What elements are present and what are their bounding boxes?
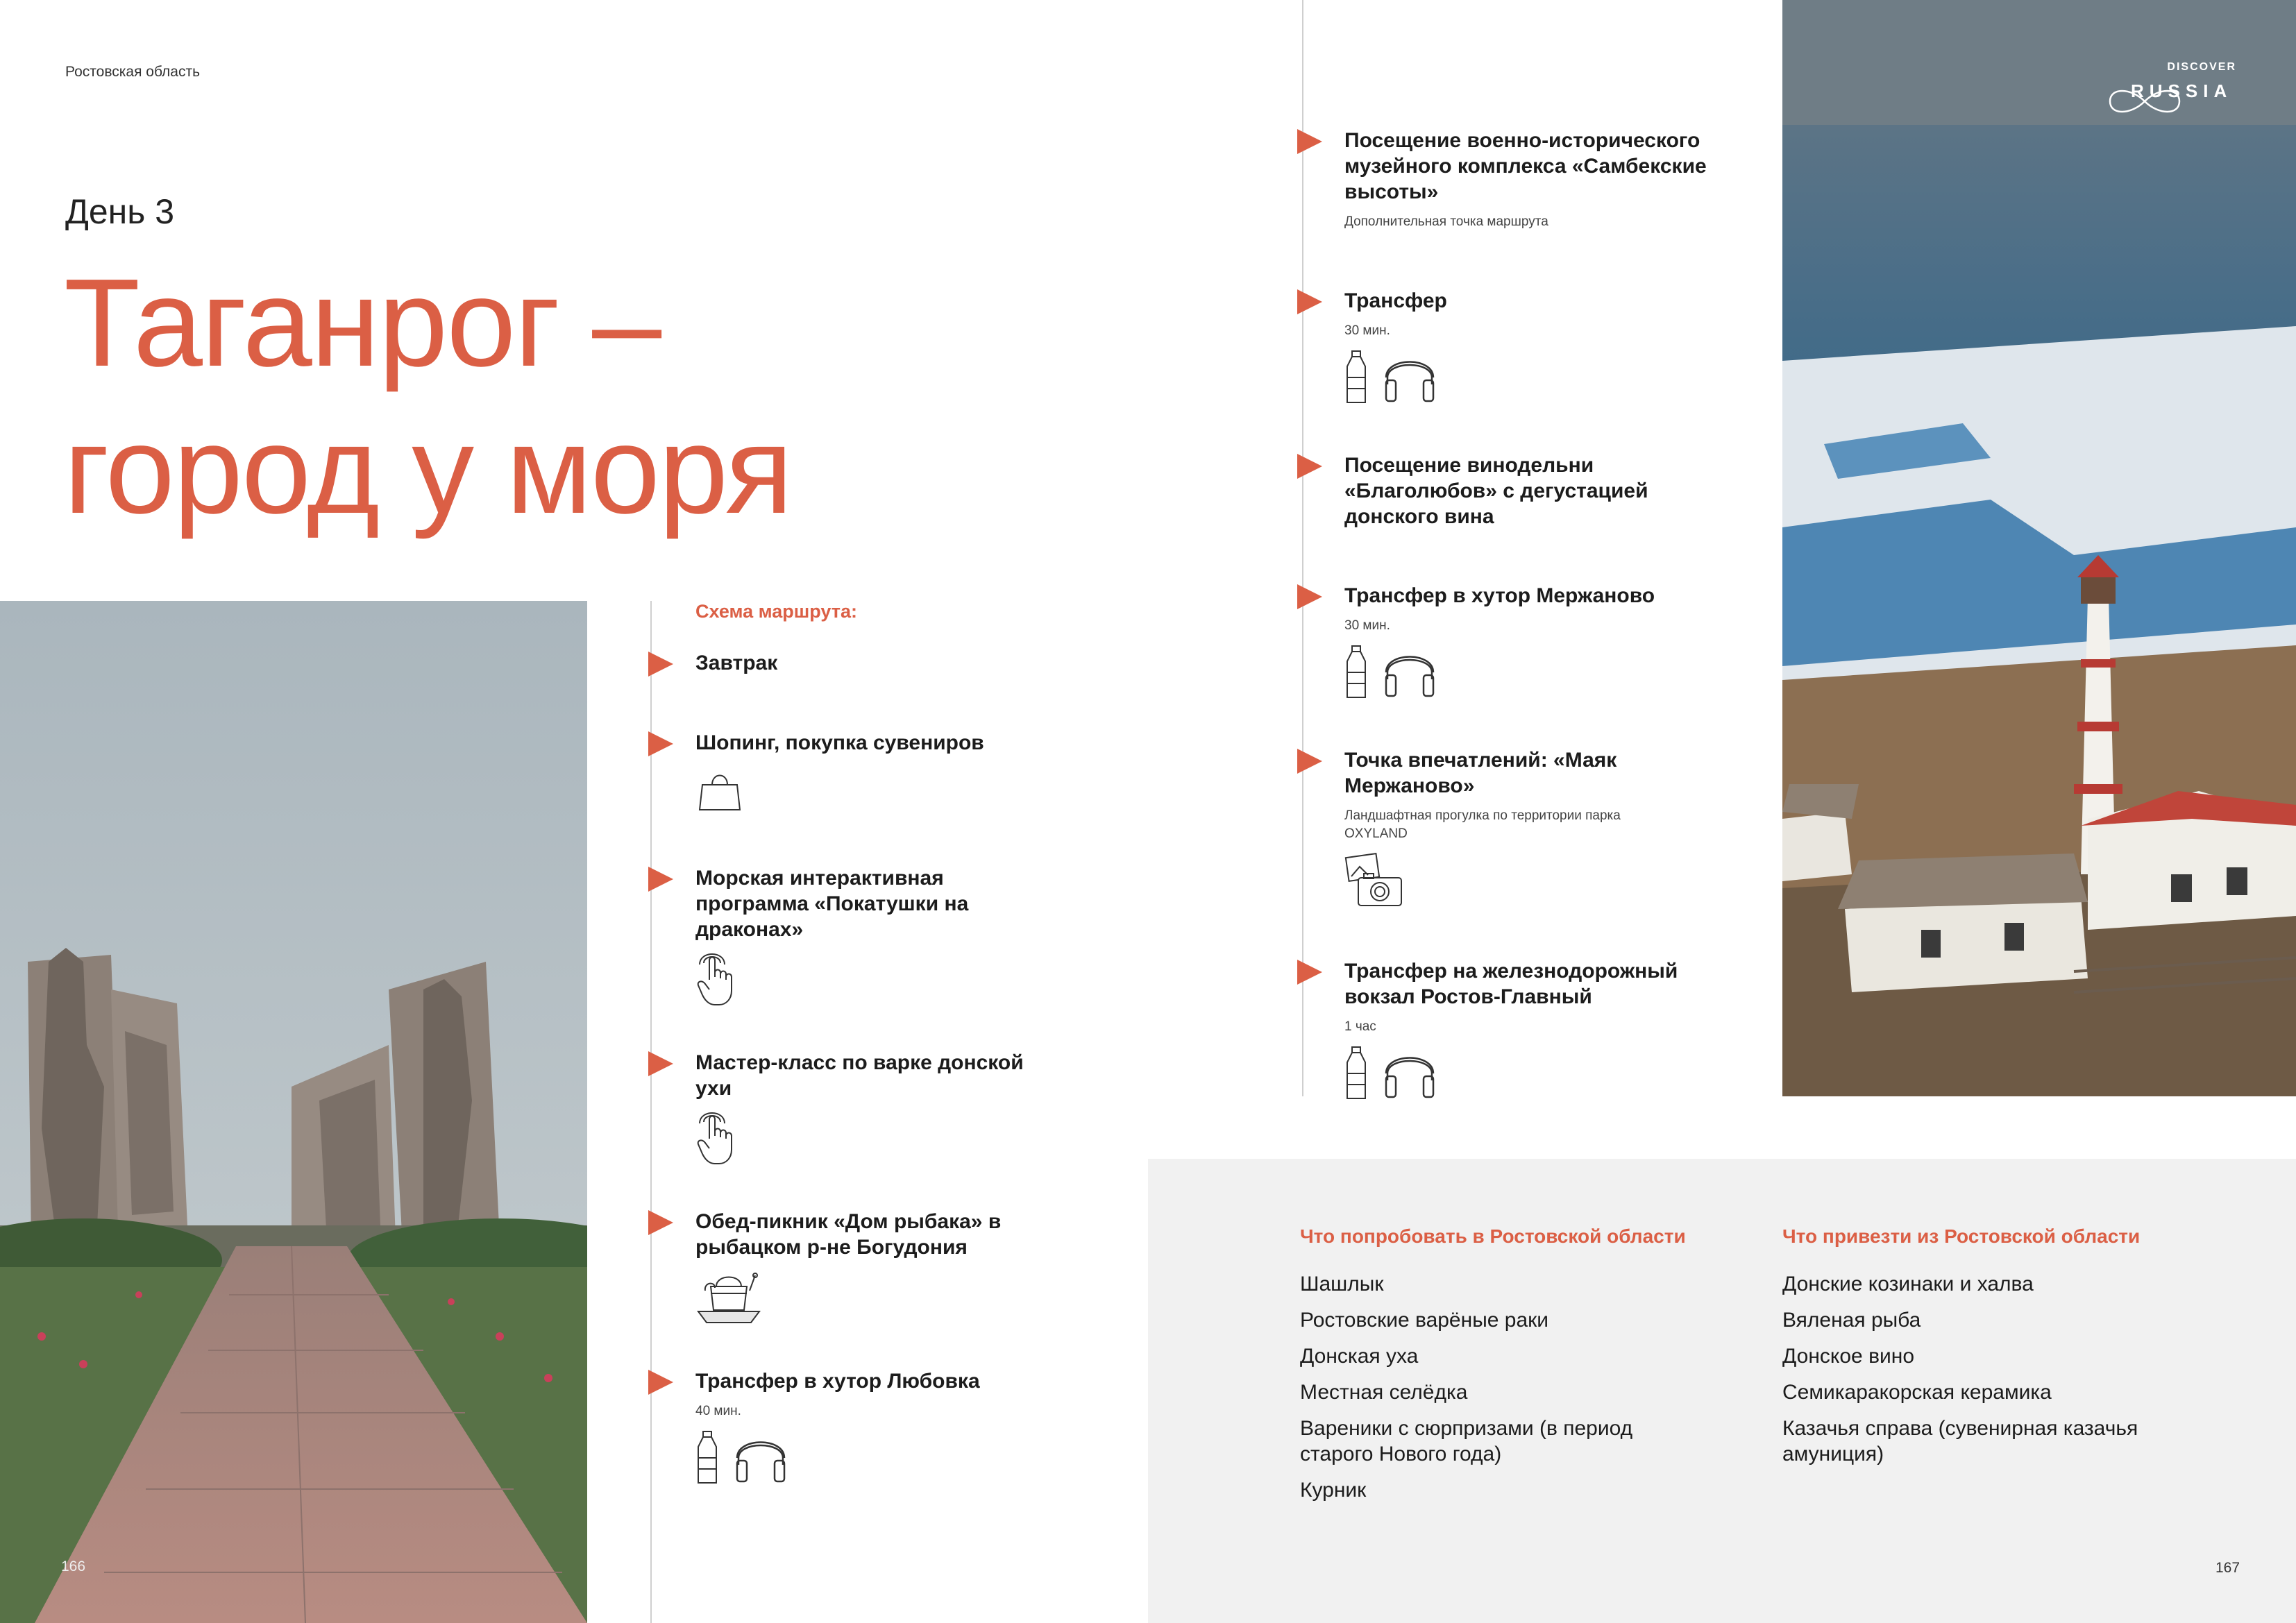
try-list: [1300, 1271, 1744, 1503]
water-bottle-icon: [695, 1430, 719, 1486]
list-item: Казачья справа (сувенирная казачья амуниция): [1782, 1417, 2138, 1465]
route-scheme-title: Схема маршрута:: [695, 601, 857, 622]
step-duration: 30 мин.: [1344, 323, 1390, 338]
step-marker-icon: [1297, 960, 1322, 985]
picnic-basket-icon: [695, 1270, 762, 1325]
lighthouse-photo: [1782, 0, 2296, 1096]
list-item: Донское вино: [1782, 1345, 1915, 1368]
bring-list: [1782, 1271, 2227, 1467]
step-marker-icon: [648, 731, 673, 756]
list-item: Курник: [1300, 1479, 1367, 1502]
step-note: Дополнительная точка маршрута: [1344, 214, 1548, 229]
step-label: Трансфер на железнодорожный вокзал Ростов-Главный: [1344, 960, 1678, 1008]
headphones-icon: [1382, 1046, 1437, 1101]
route-step: [695, 1050, 1056, 1166]
route-step: [1344, 958, 1733, 1101]
step-marker-icon: [1297, 129, 1322, 154]
info-panel: [1148, 1159, 2296, 1623]
step-marker-icon: [648, 867, 673, 892]
bring-column: [1782, 1225, 2227, 1477]
shopping-bag-icon: [695, 765, 744, 814]
page-title: [64, 250, 897, 544]
step-label: Посещение военно-исторического музейного комплекса «Самбекские высоты»: [1344, 129, 1707, 203]
step-label: Мастер-класс по варке донской ухи: [695, 1051, 1024, 1100]
step-label: Морская интерактивная программа «Покатушки на драконах»: [695, 867, 969, 941]
list-item: Вареники с сюрпризами (в период старого Нового года): [1300, 1417, 1633, 1465]
discover-russia-logo: [2103, 60, 2242, 136]
step-marker-icon: [1297, 749, 1322, 774]
route-step: [695, 865, 1056, 1008]
step-note: Ландшафтная прогулка по территории парка OXYLAND: [1344, 808, 1621, 841]
try-column: [1300, 1225, 1744, 1513]
step-marker-icon: [648, 652, 673, 677]
headphones-icon: [733, 1430, 788, 1486]
route-step: [1344, 288, 1733, 405]
title-line-1: Таганрог –: [64, 253, 661, 393]
touch-hand-icon: [695, 952, 737, 1008]
step-marker-icon: [1297, 454, 1322, 479]
photo-camera-icon: [1344, 853, 1404, 908]
touch-hand-icon: [695, 1111, 737, 1166]
step-label: Трансфер в хутор Мержаново: [1344, 584, 1655, 607]
title-line-2: город у моря: [64, 400, 792, 540]
route-step: [695, 1368, 1056, 1486]
water-bottle-icon: [1344, 645, 1368, 700]
step-label: Трансфер: [1344, 289, 1447, 312]
logo-main-text: RUSSIA: [2131, 80, 2233, 101]
water-bottle-icon: [1344, 350, 1368, 405]
step-marker-icon: [648, 1370, 673, 1395]
step-label: Завтрак: [695, 652, 778, 674]
step-duration: 30 мин.: [1344, 618, 1390, 633]
step-marker-icon: [648, 1210, 673, 1235]
route-step: [695, 1209, 1056, 1325]
route-step: [1344, 747, 1733, 908]
try-heading: Что попробовать в Ростовской области: [1300, 1225, 1686, 1247]
step-duration: 1 час: [1344, 1019, 1376, 1034]
step-label: Посещение винодельни «Благолюбов» с дегустацией донского вина: [1344, 454, 1648, 528]
page-number-left: 166: [61, 1558, 86, 1574]
list-item: Шашлык: [1300, 1273, 1384, 1295]
route-step: [695, 650, 1056, 676]
step-marker-icon: [1297, 584, 1322, 609]
step-duration: 40 мин.: [695, 1404, 741, 1418]
step-marker-icon: [1297, 289, 1322, 314]
bring-heading: Что привезти из Ростовской области: [1782, 1225, 2141, 1247]
step-label: Обед-пикник «Дом рыбака» в рыбацком р-не Богудония: [695, 1210, 1002, 1259]
step-label: Трансфер в хутор Любовка: [695, 1370, 980, 1393]
list-item: Донская уха: [1300, 1345, 1419, 1368]
list-item: Ростовские варёные раки: [1300, 1309, 1549, 1332]
list-item: Местная селёдка: [1300, 1381, 1468, 1404]
memorial-photo: [0, 601, 587, 1623]
list-item: Вяленая рыба: [1782, 1309, 1921, 1332]
route-step: [1344, 583, 1733, 700]
route-step: [695, 730, 1056, 814]
timeline-line-right: [1302, 0, 1303, 1096]
region-label: Ростовская область: [65, 64, 201, 80]
page-number-right: 167: [2215, 1560, 2240, 1576]
logo-top-text: DISCOVER: [2167, 61, 2236, 73]
water-bottle-icon: [1344, 1046, 1368, 1101]
headphones-icon: [1382, 350, 1437, 405]
route-step: [1344, 452, 1733, 529]
route-step: [1344, 128, 1733, 231]
list-item: Семикаракорская керамика: [1782, 1381, 2052, 1404]
list-item: Донские козинаки и халва: [1782, 1273, 2034, 1295]
step-marker-icon: [648, 1051, 673, 1076]
day-label: День 3: [65, 192, 175, 231]
headphones-icon: [1382, 645, 1437, 700]
step-label: Шопинг, покупка сувениров: [695, 731, 984, 754]
step-label: Точка впечатлений: «Маяк Мержаново»: [1344, 749, 1617, 797]
